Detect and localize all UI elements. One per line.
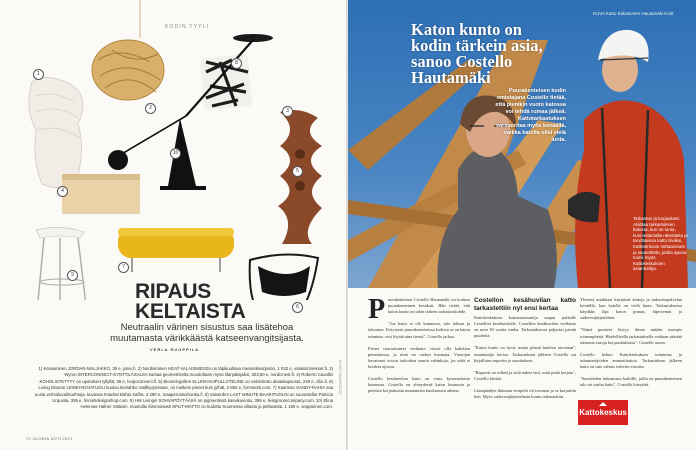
yellow-ottoman — [118, 228, 234, 272]
zebra-cushion — [200, 54, 252, 110]
photo-credit: KUVA Katto Kalustonen Hautamäki Kotit — [593, 11, 674, 16]
article-column-1 — [368, 294, 470, 395]
feature-deck: Neutraalin värinen sisustus saa lisätehoa muutamasta värikkäästä katseenvangitsijasta. — [110, 322, 304, 344]
black-sling-chair — [250, 254, 318, 300]
drop-cap: P — [368, 294, 386, 325]
title-line: KELTAISTA — [135, 300, 246, 323]
article-lead: Puurakenteisen kodin omistajana Costello tietää, että pienikin vuoto katossa voi tehdä rumaa jälkeä. Kattotarkastuksen varsuoritaa myös keväällä, vaikka katolla olisi vielä lunta. — [495, 88, 566, 143]
wooden-bottle-rack — [278, 110, 322, 244]
article-headline: Katon kunto on kodin tärkein asia, sanoo Costello Hautamäki — [411, 20, 543, 87]
title-line: RIPAUS — [135, 280, 211, 303]
byline: VERLA RUOPPILA — [150, 347, 200, 352]
article-text: Yleensä asiakkaat käyttävät kattoja ja tarkastuspalvelua keväällä, kun katolla on vielä lunta. Tarkastuksessa käydään läpi katon pinnat, läpiviennit ja sadevesijärjestelmä. "Nämä puutteet löytyy ilman mitään isompia toimenpiteitä. Huolellisella tarkastuksella voidaan säästää tuhansia euroja korjauskuluissa", Costello sanoo. Costello kehuu Kattokeskuksen toimintaa ja asiantuntijoiden ammattitaitoa. Tarkastuksen jälkeen katto on taas valmis tuleviin vuosiin. "Suosittelen tarkastusta kaikille, joilla on puurakenteinen talo tai vanha katto", Costello kiteyttää. — [580, 297, 682, 388]
item-number: 8 — [231, 58, 242, 69]
rattan-pendant-lamp — [92, 0, 164, 100]
item-number: 2 — [145, 103, 156, 114]
feature-title — [135, 282, 245, 322]
article-column-3 — [580, 297, 682, 397]
item-number: 6 — [292, 302, 303, 313]
article-column-2 — [474, 297, 576, 400]
item-number: 1 — [33, 69, 44, 80]
kattokeskus-logo — [578, 400, 628, 425]
photo-caption: Tarkastus ja korjaukset. Aloittaa tarkastuksen katosta, kun on lunta, kunnostamalla rakenteita ja tarvittaessa katto tiiviiksi. Kattoterassin mittaaminen ja suunnittelu, jonka apuna toimii myös Kattokeskuksen asiantuntija. — [633, 216, 688, 272]
side-credit: KUVAT VALMISTAJAT — [338, 360, 342, 395]
page-footer: 72 GLORIA KOTI 2021 — [26, 436, 73, 441]
section-kicker: KODIN TYYLI — [165, 24, 210, 30]
item-number: 10 — [170, 148, 181, 159]
article-text: uurakenteisen Costello Hautamäki on kotinsa puurakenteinen kesäkoti. Hän tietää, että katon kunto on talon tärkein tarkastuskohde. "Jos katto ei ole kunnossa, talo lahoaa ja tuhoutuu. Erityisesti puurakenteisessa kodissa se on katon toiminta, vesi löytää aina tiensä", Costello jatkaa. Pienet vaurioituneet vesikatot voivat olla kaikkien pientaloissa, ja niitä on vaikea huomata. Vuotojen havainnot voivat tarkoittaa suuria vahinkoja, jos niitä ei hoideta ajoissa. Costello kesähuvilan katto on vasta kyseenalaista kunnossa. Costello on yhteydessä katon kunnosta ja pienistä korjauksista muutamien kuukausien aikana. — [368, 297, 470, 394]
logo-text: Kattokeskus — [579, 408, 627, 417]
item-number: 5 — [292, 166, 303, 177]
side-table — [62, 174, 140, 214]
article-subhead: Costellon kesähuvilan katto tarkastettiin nyt ensi kertaa — [474, 297, 576, 312]
article-text: Kattokeskuksen kattoasiantuntija saapui paikalle Costellon kesähuvilalle. Costellon kesähuvilan vesikatto on noin 30 vuotta vanha. Tarkastuksessa paljastui pieniä puutteita. "Katon kunto on hyvä, mutta pientä huoltoa tarvitaan", asiantuntija kertoo. Tarkastuksen jälkeen Costello sai kirjallisen raportin ja suosituksen. "Raportti on selkeä ja siitä näkee heti, mitä pitää korjata", Costello kiittää. Länsipäädyn ikkunan vesipelti oli irronnut ja se korjattiin heti. Myös sadevesijärjestelmän kunto tarkastettiin. — [474, 315, 576, 400]
item-number: 4 — [57, 186, 68, 197]
white-bar-stool — [36, 227, 88, 300]
product-captions: 1) Keraaminen JORDAN-MALJAKKO, 39 e, jotex.fi. 2) Nordisminen HEAT-VALAISIMESSA on läpikuultava messinkivarjostin, 1 032 e, valaisimmekset.fi. 3) Wyrun INTERCONNECT-SYNTTILÄSALSA kuntaa geometriselta muodoltaan myös tilanjakajaksi, 303,50 e, nordicnest.fi. 4) Roberto Cavallin KOHOLISTETTYY on upotukset tyllyltä, 39 e, loopoconnect.fi. 5) Bloomingvillen ELLEN-HUIPULLOTELINE on valmistettu akaasiapuusta, 249 e, zilio.fi. 6) Living Divanin LEWEI-NOJATUOLI kuuluu kiehahko mallikyrjoistaan, on melkein pienet kuin jylhät, 2 862 e, formwork.com. 7) Kaarinan SANDY-RAHIA saa uusia verhoiluvaihtoehtoja, kuvassa Kvadrat Bahia Saffra, 3 290 e, maaperustushonka.fi. 8) Vaiverden LAST MINUTE-BAARITUOLIN on suunnitellut Patricia Urquiola, 395 e, finnishdesignshop.com. 9) HM Livingin SOHVAPÖYTÄÄSÄ on pigmentissä kasvikuvioitu, 399 e, livingroomcompany.com. 10) Elina Helenius-Hafner Valaisin, muotoiltu kimmoisasti SPLIT-MATTO on kudottu Suomessa villasta ja pellavasta, 1 190 e, sepparinen.com. — [34, 366, 333, 410]
item-number: 3 — [282, 106, 293, 117]
feature-photo — [348, 0, 696, 288]
white-ceramic-vase — [29, 77, 83, 187]
item-number: 7 — [118, 262, 129, 273]
right-page — [348, 0, 696, 450]
roof-icon — [599, 402, 607, 406]
item-number: 9 — [67, 270, 78, 281]
